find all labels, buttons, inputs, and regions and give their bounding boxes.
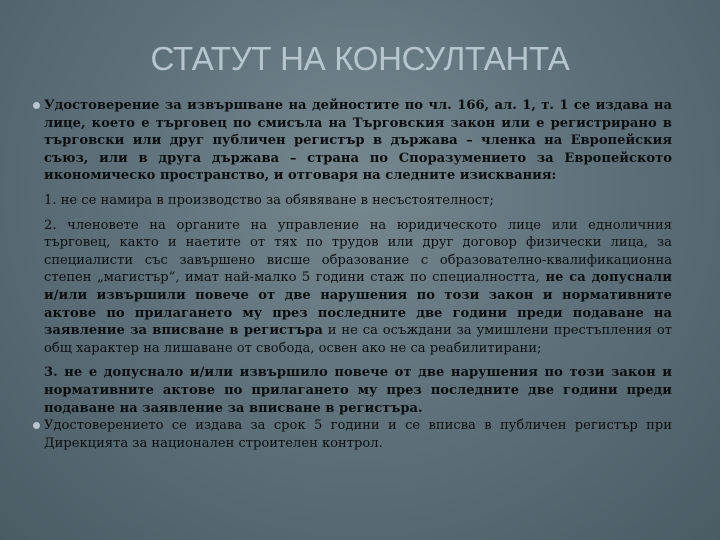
paragraph-closing-text: Удостоверението се издава за срок 5 години и се вписва в публичен регистър при Дирекцията за национален строителен контрол.	[44, 418, 672, 451]
list-item-2	[44, 217, 672, 358]
bullet-icon	[33, 102, 40, 109]
list-item-2-text: 2. членовете на органите на управление на юридическото лице или едноличния търговец, както и наетите от тях по трудов или друг договор физически лица, за специалисти със завършено висше образование с образователно-квалификационна степен „магистър“, имат най-малко 5 години стаж по специалността,	[44, 217, 672, 286]
bullet-icon	[33, 422, 40, 429]
slide-body	[44, 97, 672, 452]
list-item-2-bold: не са допуснали и/или извършили повече от две нарушения по този закон и нормативните актове по прилагането му през последните две години преди подаване на заявление за вписване в регистъра	[44, 270, 672, 339]
paragraph-intro-text: Удостоверение за извършване на дейностите по чл. 166, ал. 1, т. 1 се издава на лице, което е търговец по смисъла на Търговския закон или е регистрирано в търговски или друг публичен регистър в държава – членка на Европейския съюз, или в друга държава – страна по Споразумението за Европейското икономическо пространство, и отговаря на следните изисквания:	[44, 98, 672, 184]
slide-title: СТАТУТ НА КОНСУЛТАНТА	[150, 40, 570, 77]
paragraph-closing	[44, 417, 672, 452]
list-item-3-text: 3. не е допуснало и/или извършило повече от две нарушения по този закон и нормативните актове по прилагането му през последните две години преди подаване на заявление за вписване в регистъра.	[44, 365, 672, 416]
list-item-1: 1. не се намира в производство за обявяване в несъстоятелност;	[44, 192, 494, 208]
paragraph-intro	[44, 97, 672, 185]
list-item-2-rest: и не са осъждани за умишлени престъпления от общ характер на лишаване от свобода, освен ако не са реабилитирани;	[44, 323, 672, 356]
list-item-3	[44, 364, 672, 417]
